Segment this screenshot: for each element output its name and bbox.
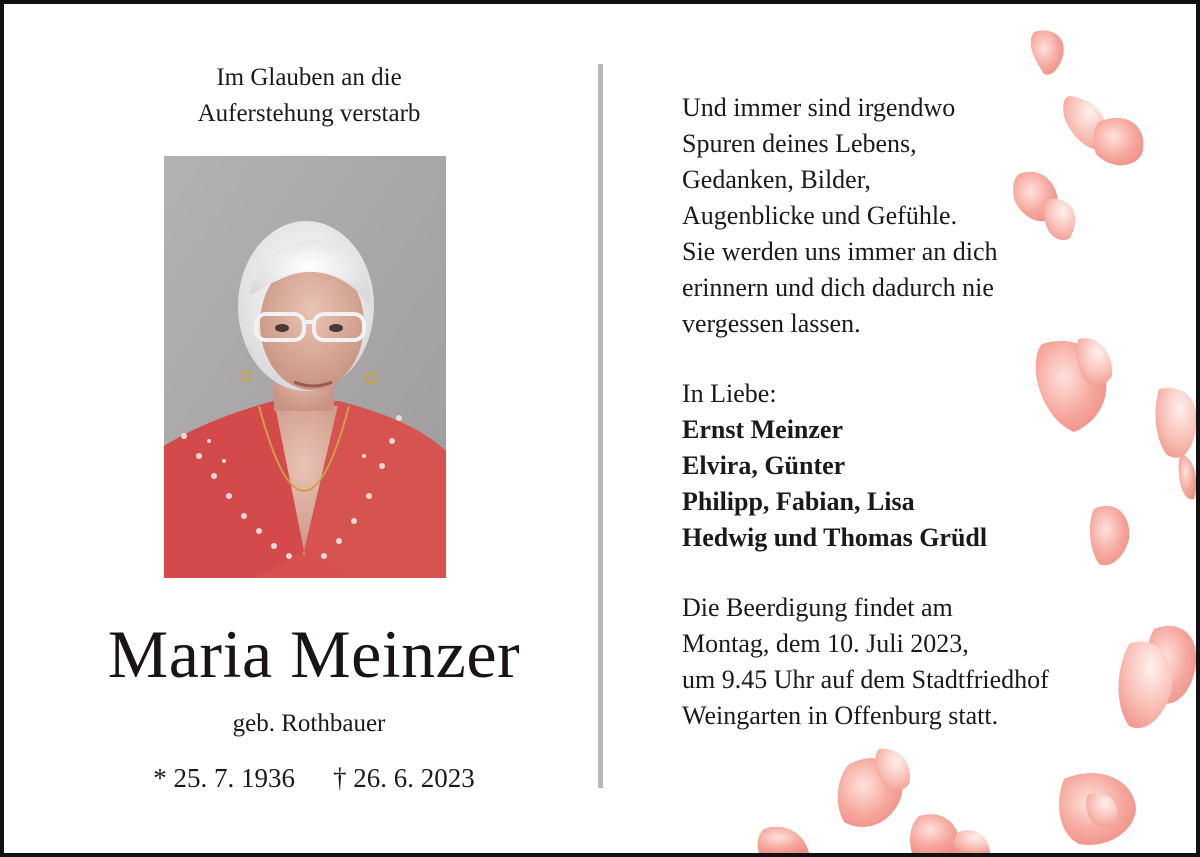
funeral-line: Montag, dem 10. Juli 2023, — [682, 629, 969, 658]
funeral-line: um 9.45 Uhr auf dem Stadtfriedhof — [682, 665, 1049, 694]
petal — [953, 830, 990, 853]
poem-line: Sie werden uns immer an dich — [682, 237, 998, 266]
petal — [758, 827, 809, 853]
mourner-name: Hedwig und Thomas Grüdl — [682, 523, 988, 552]
poem-line: erinnern und dich dadurch nie — [682, 273, 994, 302]
funeral-line: Weingarten in Offenburg statt. — [682, 701, 999, 730]
intro-text — [114, 60, 504, 132]
death-date: † 26. 6. 2023 — [333, 763, 475, 793]
mourner-name: Elvira, Günter — [682, 451, 846, 480]
poem-line: Und immer sind irgendwo — [682, 93, 956, 122]
intro-line: Im Glauben an die — [216, 64, 402, 91]
mourners — [682, 376, 1182, 556]
poem-line: Augenblicke und Gefühle. — [682, 201, 958, 230]
birth-date: * 25. 7. 1936 — [153, 763, 295, 793]
funeral-info — [682, 590, 1182, 734]
mourners-heading: In Liebe: — [682, 379, 777, 408]
mourner-name: Ernst Meinzer — [682, 415, 844, 444]
poem-line: Gedanken, Bilder, — [682, 165, 871, 194]
portrait-illustration — [164, 156, 446, 578]
portrait-photo — [164, 156, 446, 578]
vertical-divider — [598, 64, 603, 788]
poem — [682, 90, 1182, 342]
poem-line: vergessen lassen. — [682, 309, 861, 338]
funeral-line: Die Beerdigung findet am — [682, 593, 953, 622]
birth-name: geb. Rothbauer — [232, 710, 386, 737]
petal — [910, 814, 960, 853]
petal — [1031, 31, 1064, 75]
deceased-name: Maria Meinzer — [107, 616, 521, 692]
right-column — [682, 90, 1182, 734]
life-dates — [84, 761, 544, 795]
intro-line: Auferstehung verstarb — [197, 100, 421, 127]
mourner-name: Philipp, Fabian, Lisa — [682, 487, 915, 516]
poem-line: Spuren deines Lebens, — [682, 129, 917, 158]
